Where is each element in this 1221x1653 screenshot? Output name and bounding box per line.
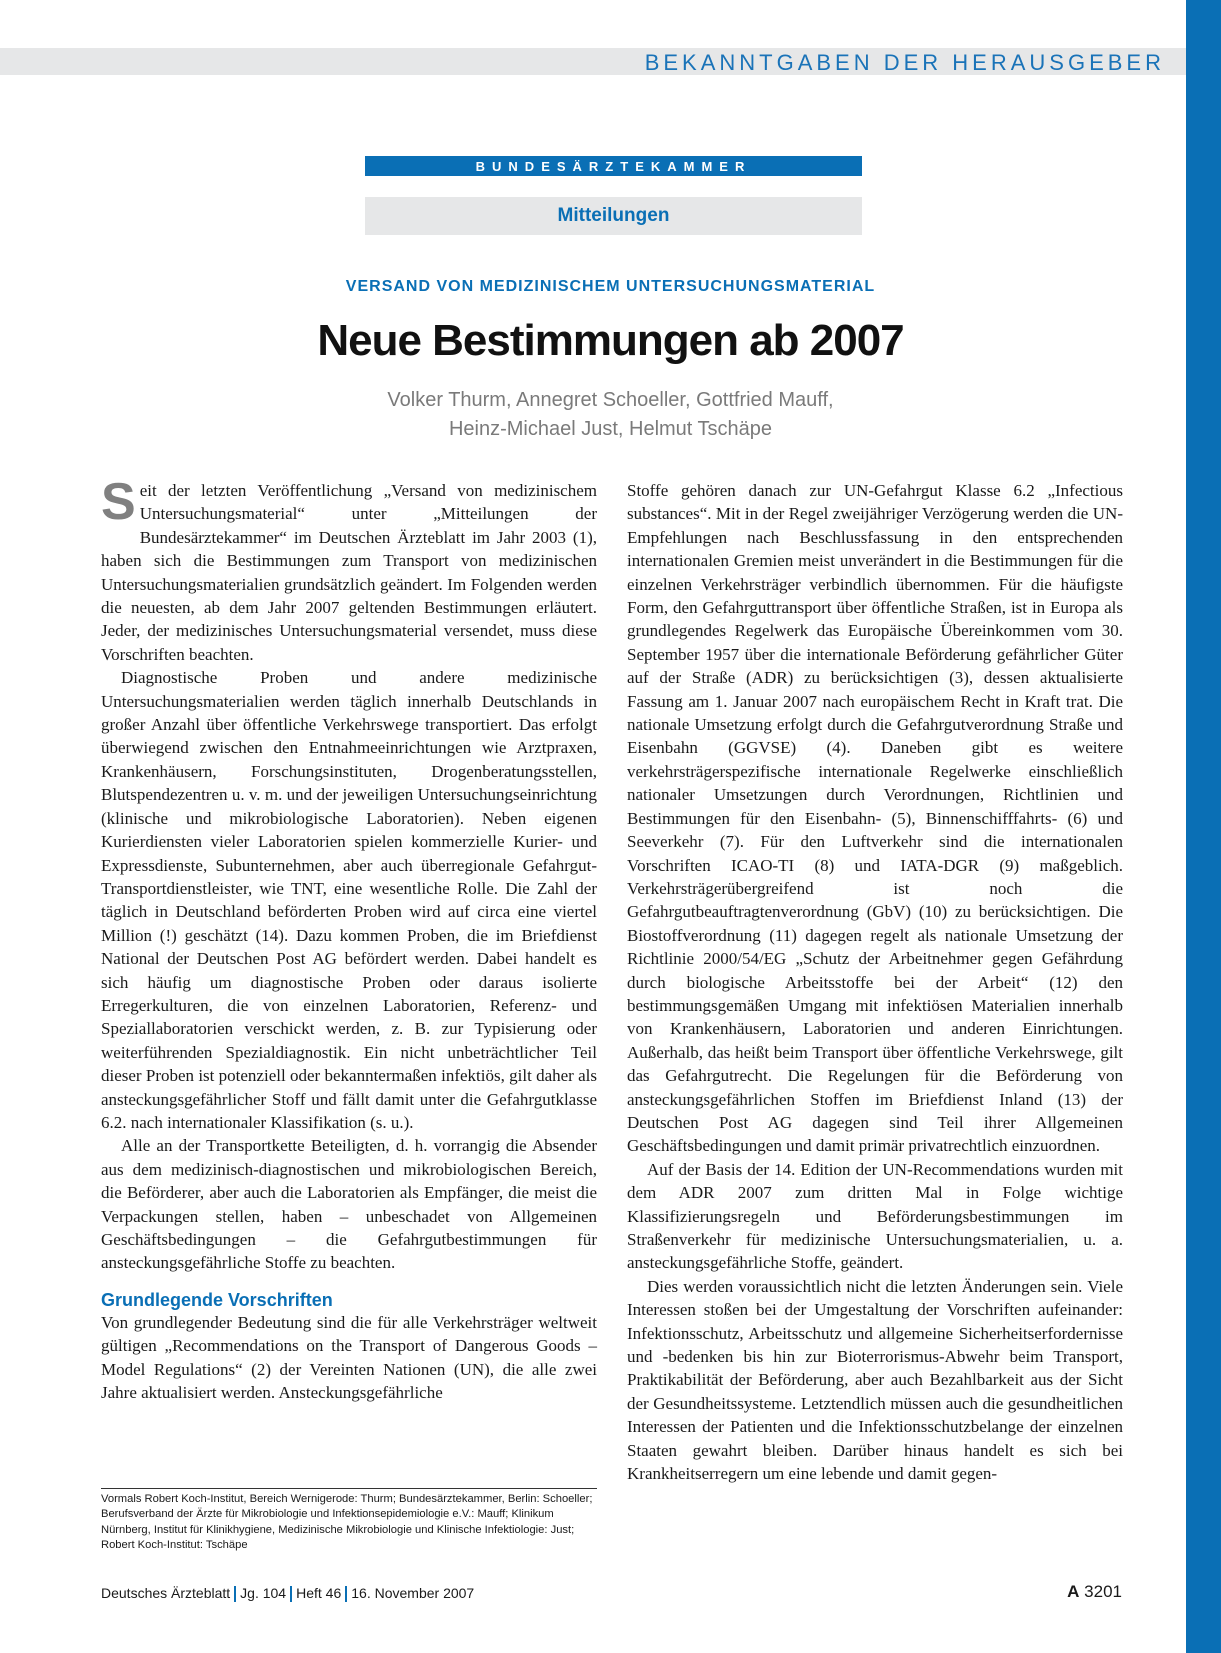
subheading-grundlegende-vorschriften: Grundlegende Vorschriften [101, 1289, 333, 1310]
footnote-divider [101, 1488, 597, 1489]
paragraph-3: Alle an der Transportkette Beteiligten, d. h. vorrangig die Absender aus dem medizinisch-diagnostischen und mikrobiologischen Bereich, die Beförderer, aber auch die Laboratorien als Empfänger, die meist die Verpackungen stellen, haben – unbeschadet von Allgemeinen Geschäftsbedingungen – die Gefahrgutbestimmungen für ansteckungsgefährliche Stoffe zu beachten. [101, 1136, 597, 1273]
publisher-bar: BUNDESÄRZTEKAMMER [365, 156, 862, 176]
drop-cap: S [101, 473, 136, 531]
side-accent-bar [1186, 0, 1221, 1653]
column-right [627, 479, 1123, 1485]
footer-separator [290, 1586, 292, 1602]
paragraph-2: Diagnostische Proben und andere medizinische Untersuchungsmaterialien werden täglich innerhalb Deutschlands in großer Anzahl über öffentliche Verkehrswege transportiert. Das erfolgt überwiegend zwischen den Entnahmeeinrichtungen wie Arztpraxen, Krankenhäusern, Forschungsinstituten, Drogenberatungsstellen, Blutspendezentren u. v. m. und der jeweiligen Untersuchungseinrichtung (klinische und mikrobiologische Laboratorien). Neben eigenen Kurierdiensten vieler Laboratorien spielen kommerzielle Kurier- und Expressdienste, Subunternehmen, aber auch überregionale Gefahrgut-Transportdienstleister, wie TNT, eine wesentliche Rolle. Die Zahl der täglich in Deutschland beförderten Proben wird auf circa eine viertel Million (!) geschätzt (14). Dazu kommen Proben, die im Briefdienst National der Deutschen Post AG befördert werden. Dabei handelt es sich häufig um diagnostische Proben oder daraus isolierte Erregerkulturen, die von einzelnen Laboratorien, Referenz- und Speziallaboratorien verschickt werden, z. B. zur Typisierung oder weiterführenden Spezialdiagnostik. Ein nicht unbeträchtlicher Teil dieser Proben ist potenziell oder bekanntermaßen infektiös, gilt daher als ansteckungsgefährlicher Stoff und fällt damit unter die Gefahrgutklasse 6.2. nach internationaler Klassifikation (s. u.). [101, 668, 597, 1132]
journal-issue: Heft 46 [296, 1585, 342, 1601]
page-number-value: 3201 [1084, 1582, 1122, 1601]
journal-volume: Jg. 104 [240, 1585, 287, 1601]
article-authors [0, 386, 1221, 444]
journal-date: 16. November 2007 [351, 1585, 475, 1601]
paragraph-4-start: Von grundlegender Bedeutung sind die für alle Verkehrsträger weltweit gültigen „Recommendations on the Transport of Dangerous Goods – Model Regulations“ (2) der Vereinten Nationen (UN), die alle zwei Jahre aktualisiert werden. Ansteckungsgefährliche [101, 1312, 597, 1403]
paragraph-5: Auf der Basis der 14. Edition der UN-Recommendations wurden mit dem ADR 2007 zum dritten Mal in Folge wichtige Klassifizierungsregeln und Beförderungsbestimmungen im Straßenverkehr für medizinische Untersuchungsmaterialien, u. a. ansteckungsgefährliche Stoffe, geändert. [627, 1159, 1123, 1273]
journal-footer [101, 1585, 474, 1602]
page-number [1067, 1582, 1122, 1602]
paragraph-6: Dies werden voraussichtlich nicht die letzten Änderungen sein. Viele Interessen stoßen bei der Umgestaltung der Vorschriften aufeinander: Infektionsschutz, Arbeitsschutz und allgemeine Sicherheitserfordernisse und -bedenken bis hin zur Bioterrorismus-Abwehr beim Transport, Praktikabilität der Beförderung, aber auch Bezahlbarkeit aus der Sicht der Gesundheitssysteme. Letztendlich müssen auch die gesundheitlichen Interessen der Patienten und die Infektionsschutzbelange der einzelnen Staaten gewahrt bleiben. Darüber hinaus handelt es sich bei Krankheitserregern um eine lebende und damit gegen- [627, 1276, 1123, 1484]
column-left [101, 473, 597, 1404]
article-title: Neue Bestimmungen ab 2007 [317, 316, 904, 365]
footer-separator [234, 1586, 236, 1602]
journal-name: Deutsches Ärzteblatt [101, 1585, 231, 1601]
authors-line-2: Heinz-Michael Just, Helmut Tschäpe [448, 418, 773, 440]
category-label: Mitteilungen [365, 197, 862, 235]
page-prefix: A [1067, 1582, 1080, 1601]
footer-separator [345, 1586, 347, 1602]
paragraph-1: eit der letzten Veröffentlichung „Versand von medizinischem Untersuchungsmaterial“ unter „Mitteilungen der Bundesärztekammer“ im Deutschen Ärzteblatt im Jahr 2003 (1), haben sich die Bestimmungen zum Transport von medizinischen Untersuchungsmaterialien grundsätzlich geändert. Im Folgenden werden die neuesten, ab dem Jahr 2007 geltenden Bestimmungen erläutert. Jeder, der medizinisches Untersuchungsmaterial versendet, muss diese Vorschriften beachten. [101, 481, 597, 664]
section-title: BEKANNTGABEN DER HERAUSGEBER [644, 50, 1165, 75]
paragraph-4-continued: Stoffe gehören danach zur UN-Gefahrgut Klasse 6.2 „Infectious substances“. Mit in der Regel zweijähriger Verzögerung werden die UN-Empfehlungen nach Beschlussfassung in den entsprechenden internationalen Gremien meist unverändert in die Bestimmungen für die einzelnen Verkehrsträger verbindlich übernommen. Für die häufigste Form, den Gefahrguttransport über öffentliche Straßen, ist in Europa als grundlegendes Regelwerk das Europäische Übereinkommen vom 30. September 1957 über die internationale Beförderung gefährlicher Güter auf der Straße (ADR) zu berücksichtigen (3), dessen aktualisierte Fassung am 1. Januar 2007 nach europäischem Recht in Kraft trat. Die nationale Umsetzung erfolgt durch die Gefahrgutverordnung Straße und Eisenbahn (GGVSE) (4). Daneben gibt es weitere verkehrsträgerspezifische internationale Regelwerke einschließlich nationaler Umsetzungen durch Verordnungen, Richtlinien und Bestimmungen für den Eisenbahn- (5), Binnenschifffahrts- (6) und Seeverkehr (7). Für den Luftverkehr sind die internationalen Vorschriften ICAO-TI (8) und IATA-DGR (9) maßgeblich. Verkehrsträgerübergreifend ist noch die Gefahrgutbeauftragtenverordnung (GbV) (10) zu berücksichtigen. Die Biostoffverordnung (11) dagegen regelt als nationale Umsetzung der Richtlinie 2000/54/EG „Schutz der Arbeitnehmer gegen Gefährdung durch biologische Arbeitsstoffe bei der Arbeit“ (12) den bestimmungsgemäßen Umgang mit infektiösen Materialien innerhalb von Krankenhäusern, Laboratorien und anderen Einrichtungen. Außerhalb, das heißt beim Transport über öffentliche Verkehrswege, gilt das Gefahrgutrecht. Die Regelungen für die Beförderung von ansteckungsgefährlichen Stoffen im Briefdienst Inland (13) der Deutschen Post AG dagegen sind Teil ihrer Allgemeinen Geschäftsbedingungen und damit primär privatrechtlich einzuordnen. [627, 481, 1123, 1156]
author-affiliations: Vormals Robert Koch-Institut, Bereich Wernigerode: Thurm; Bundesärztekammer, Berlin: Schoeller; Berufsverband der Ärzte für Mikrobiologie und Infektionsepidemiologie e.V.: Mauff; Klinikum Nürnberg, Institut für Klinikhygiene, Medizinische Mikrobiologie und Klinische Infektiologie: Just; Robert Koch-Institut: Tschäpe [101, 1493, 593, 1552]
article-kicker: VERSAND VON MEDIZINISCHEM UNTERSUCHUNGSMATERIAL [345, 278, 876, 295]
authors-line-1: Volker Thurm, Annegret Schoeller, Gottfried Mauff, [387, 389, 834, 411]
